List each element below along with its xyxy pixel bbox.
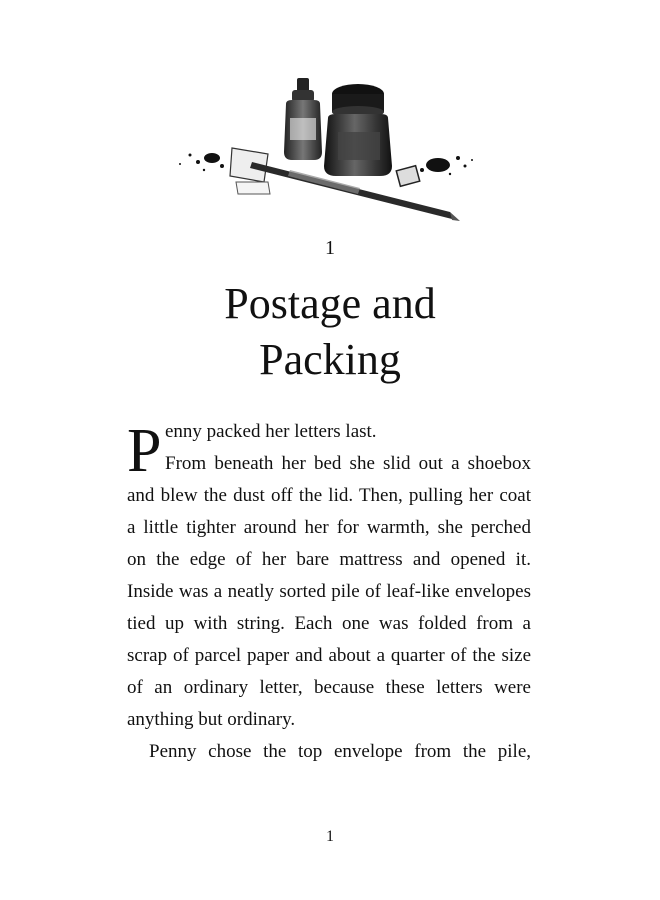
drop-cap: P [127, 417, 162, 485]
chapter-body-text [127, 416, 531, 768]
body-line-9: of an ordinary letter, because these letters were [127, 677, 531, 698]
body-line-10: anything but ordinary. [127, 709, 296, 730]
ink-bottles-and-pen-illustration [160, 70, 490, 235]
ink-illustration-icon [160, 70, 490, 235]
chapter-title-line-2: Packing [259, 335, 401, 384]
body-line-text: enny packed her letters last. [165, 421, 377, 442]
body-line-2: From beneath her bed she slid out a shoebox [165, 453, 531, 474]
body-line-5: on the edge of her bare mattress and opened it. [127, 549, 531, 570]
body-line-6: Inside was a neatly sorted pile of leaf-like envelopes [127, 581, 531, 602]
body-line-4: a little tighter around her for warmth, she perched [127, 517, 531, 538]
chapter-number: 1 [325, 237, 335, 259]
body-line-11: Penny chose the top envelope from the pile, [149, 741, 531, 762]
chapter-title [0, 276, 660, 388]
chapter-title-line-1: Postage and [224, 279, 436, 328]
body-line-8: scrap of parcel paper and about a quarter of the size [127, 645, 531, 666]
body-line-7: tied up with string. Each one was folded from a [127, 613, 531, 634]
body-line-3: and blew the dust off the lid. Then, pulling her coat [127, 485, 531, 506]
page-number: 1 [326, 828, 334, 845]
